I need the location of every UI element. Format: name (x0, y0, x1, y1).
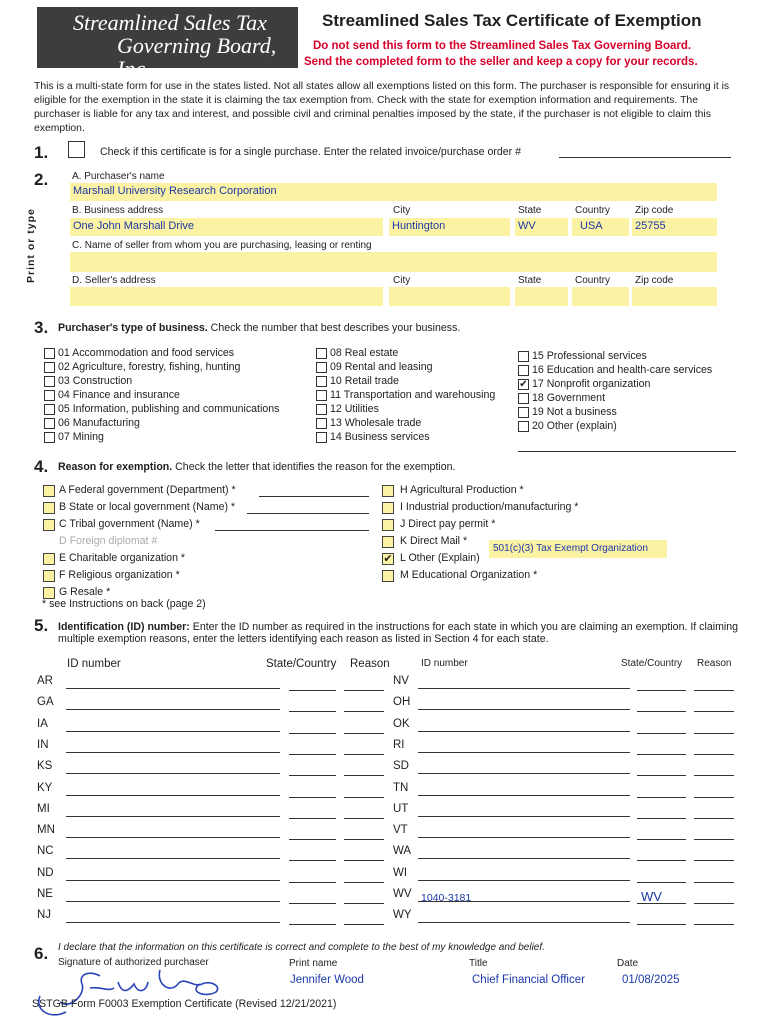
section-1-number: 1. (34, 143, 49, 162)
reason-label: M Educational Organization * (400, 569, 538, 581)
print-name-value[interactable]: Jennifer Wood (290, 974, 364, 986)
business-type-checkbox[interactable] (518, 365, 529, 376)
country-label: Country (575, 205, 611, 216)
business-type-label: 17 Nonprofit organization (532, 378, 651, 390)
business-type-label: 05 Information, publishing and communications (58, 403, 280, 415)
reason-line[interactable] (344, 882, 384, 883)
state-code-label: MI (37, 802, 50, 815)
business-type-checkbox[interactable] (316, 418, 327, 429)
state-country-line[interactable] (289, 818, 336, 819)
reason-line[interactable] (694, 882, 734, 883)
reason-label: I Industrial production/manufacturing * (400, 501, 579, 513)
state-country-line[interactable] (289, 733, 336, 734)
seller-city-field[interactable] (389, 287, 510, 306)
intro-paragraph: This is a multi-state form for use in the states listed. Not all states allow all exemptions listed on this form. The purchaser is responsible for ensuring it is eligible for the exemption in the state it is claiming the tax exemption from. Check with the state for exemption information and requirements. The purchaser is liable for any tax and interest, and possible civil and criminal penalties imposed by the state, if the purchaser is not eligible to claim this exemption. (34, 81, 730, 134)
business-type-checkbox[interactable] (518, 393, 529, 404)
other-explain-line[interactable] (518, 451, 736, 452)
id-number-line[interactable] (66, 901, 280, 902)
title-label: Title (469, 958, 488, 969)
business-country-field[interactable]: USA (572, 218, 629, 236)
business-type-checkbox[interactable] (518, 351, 529, 362)
business-type-label: 20 Other (explain) (532, 420, 617, 432)
business-type-label: 15 Professional services (532, 350, 647, 362)
title-value[interactable]: Chief Financial Officer (472, 974, 585, 986)
print-or-type-label: Print or type (25, 208, 37, 283)
page-title: Streamlined Sales Tax Certificate of Exemption (322, 11, 702, 30)
reason-checkbox[interactable] (43, 502, 55, 514)
instructions-note: * see Instructions on back (page 2) (42, 598, 206, 610)
footer-form-id: SSTGB Form F0003 Exemption Certificate (Revised 12/21/2021) (32, 998, 337, 1010)
state-code-label: WY (393, 909, 412, 922)
business-type-checkbox[interactable] (44, 348, 55, 359)
right-state-country-header: State/Country (621, 658, 683, 669)
business-type-checkbox[interactable] (316, 432, 327, 443)
state-code-label: NE (37, 888, 53, 900)
state-code-label: WV (393, 888, 412, 900)
state-code-label: IN (37, 738, 49, 751)
id-number-line[interactable] (66, 688, 280, 689)
city-label: City (393, 205, 411, 216)
left-id-header: ID number (67, 658, 121, 670)
state-country-line[interactable] (289, 775, 336, 776)
business-type-checkbox[interactable] (316, 390, 327, 401)
sstgb-logo: Streamlined Sales Tax Governing Board, Inc. (37, 7, 298, 68)
state-code-label: NV (393, 675, 409, 687)
business-address-field[interactable]: One John Marshall Drive (70, 218, 383, 236)
section-3-number: 3. (34, 318, 49, 337)
business-city-field[interactable]: Huntington (389, 218, 510, 236)
state-country-line[interactable] (289, 860, 336, 861)
state-country-line[interactable] (637, 882, 686, 883)
federal-dept-line[interactable] (259, 496, 369, 497)
wv-id-number-value[interactable]: 1040-3181 (421, 892, 472, 904)
state-country-line[interactable] (289, 903, 336, 904)
other-explain-field[interactable]: 501(c)(3) Tax Exempt Organization (489, 540, 667, 558)
section-5-number: 5. (34, 616, 49, 635)
reason-line[interactable] (344, 711, 384, 712)
business-type-checkbox[interactable] (44, 432, 55, 443)
state-code-label: WI (393, 866, 408, 879)
id-number-line[interactable] (418, 795, 630, 796)
business-type-checkbox[interactable] (44, 390, 55, 401)
reason-line[interactable] (344, 690, 384, 691)
state-country-line[interactable] (637, 839, 686, 840)
reason-line[interactable] (694, 797, 734, 798)
seller-zip-label: Zip code (635, 275, 674, 286)
reason-label: C Tribal government (Name) * (59, 518, 200, 530)
state-code-label: OH (393, 696, 411, 709)
single-purchase-label: Check if this certificate is for a single purchase. Enter the related invoice/purchase order # (100, 146, 522, 158)
id-number-line[interactable] (418, 709, 630, 710)
reason-line[interactable] (694, 860, 734, 861)
reason-line[interactable] (694, 924, 734, 925)
business-address-label: B. Business address (72, 205, 164, 216)
section-5-heading: Identification (ID) number: Enter the ID number as required in the instructions for each state in which you are claiming an exemption. If claiming multiple exemption reasons, enter the letters identifying each reason as listed in Section 4 for each state. (58, 621, 739, 645)
id-number-line[interactable] (66, 816, 280, 817)
business-type-label: 11 Transportation and warehousing (330, 389, 496, 401)
id-number-line[interactable] (418, 773, 630, 774)
business-type-checkbox[interactable] (316, 404, 327, 415)
state-code-label: WA (393, 845, 412, 858)
reason-line[interactable] (694, 775, 734, 776)
state-code-label: GA (37, 696, 54, 709)
business-type-label: 18 Government (532, 392, 606, 404)
seller-country-label: Country (575, 275, 611, 286)
state-code-label: RI (393, 738, 405, 751)
business-type-label: 07 Mining (58, 431, 104, 443)
seller-zip-field[interactable] (632, 287, 717, 306)
reason-label: L Other (Explain) (400, 552, 480, 564)
state-code-label: MN (37, 824, 55, 837)
section-2-number: 2. (34, 170, 49, 189)
state-country-line[interactable] (289, 711, 336, 712)
zip-label: Zip code (635, 205, 674, 216)
reason-line[interactable] (344, 903, 384, 904)
business-type-label: 01 Accommodation and food services (58, 347, 235, 359)
reason-label: A Federal government (Department) * (59, 484, 236, 496)
business-type-checkbox[interactable] (44, 404, 55, 415)
business-type-label: 10 Retail trade (330, 375, 399, 387)
id-number-line[interactable] (66, 795, 280, 796)
state-code-label: NJ (37, 909, 52, 922)
left-state-country-header: State/Country (266, 658, 337, 670)
state-code-label: ND (37, 866, 54, 879)
business-zip-field[interactable]: 25755 (632, 218, 717, 236)
section-6-number: 6. (34, 944, 49, 963)
tribal-name-line[interactable] (215, 530, 369, 531)
id-number-line[interactable] (66, 922, 280, 923)
state-country-line[interactable] (637, 775, 686, 776)
state-code-label: OK (393, 717, 410, 730)
section-4-number: 4. (34, 457, 49, 476)
state-label: State (518, 205, 542, 216)
id-number-line[interactable] (418, 816, 630, 817)
reason-checkbox[interactable] (382, 536, 394, 548)
invoice-number-field[interactable] (559, 157, 731, 158)
signature-image[interactable] (30, 962, 240, 1020)
reason-checkbox[interactable] (43, 485, 55, 497)
wv-state-country-value[interactable]: WV (641, 889, 662, 904)
state-code-label: KY (37, 781, 53, 794)
business-type-checkbox[interactable] (316, 376, 327, 387)
business-type-checkbox[interactable] (518, 421, 529, 432)
business-type-checkbox[interactable] (44, 376, 55, 387)
business-type-checkbox[interactable] (44, 362, 55, 373)
id-number-line[interactable] (66, 858, 280, 859)
state-country-line[interactable] (637, 733, 686, 734)
id-number-line[interactable] (418, 731, 630, 732)
id-number-line[interactable] (66, 837, 280, 838)
reason-line[interactable] (694, 839, 734, 840)
print-name-label: Print name (289, 958, 338, 969)
state-local-name-line[interactable] (247, 513, 369, 514)
reason-checkbox[interactable] (382, 502, 394, 514)
state-country-line[interactable] (289, 690, 336, 691)
business-type-label: 14 Business services (330, 431, 430, 443)
reason-label: E Charitable organization * (59, 552, 186, 564)
reason-label: B State or local government (Name) * (59, 501, 236, 513)
purchaser-name-label: A. Purchaser's name (72, 171, 165, 182)
business-type-label: 13 Wholesale trade (330, 417, 422, 429)
id-number-line[interactable] (66, 731, 280, 732)
reason-label: H Agricultural Production * (400, 484, 524, 496)
reason-checkbox[interactable] (382, 519, 394, 531)
reason-line[interactable] (694, 818, 734, 819)
seller-country-field[interactable] (572, 287, 629, 306)
left-reason-header: Reason (350, 658, 390, 670)
business-type-label: 08 Real estate (330, 347, 399, 359)
business-type-label: 16 Education and health-care services (532, 364, 713, 376)
seller-state-field[interactable] (515, 287, 568, 306)
reason-line[interactable] (344, 924, 384, 925)
id-number-line[interactable] (418, 752, 630, 753)
business-type-checkbox[interactable]: ✔ (519, 379, 528, 390)
right-reason-header: Reason (697, 658, 732, 669)
business-type-label: 04 Finance and insurance (58, 389, 180, 401)
seller-city-label: City (393, 275, 411, 286)
business-type-label: 02 Agriculture, forestry, fishing, hunting (58, 361, 241, 373)
state-country-line[interactable] (637, 924, 686, 925)
reason-line[interactable] (344, 733, 384, 734)
business-state-field[interactable]: WV (515, 218, 568, 236)
reason-line[interactable] (344, 775, 384, 776)
reason-line[interactable] (344, 818, 384, 819)
state-code-label: SD (393, 760, 409, 773)
business-type-label: 12 Utilities (330, 403, 379, 415)
reason-label: J Direct pay permit * (400, 518, 496, 530)
business-type-label: 03 Construction (58, 375, 133, 387)
reason-checkbox[interactable] (43, 553, 55, 565)
state-code-label: IA (37, 717, 48, 730)
state-code-label: VT (393, 824, 408, 837)
business-type-checkbox[interactable] (316, 348, 327, 359)
reason-line[interactable] (694, 754, 734, 755)
state-country-line[interactable] (289, 882, 336, 883)
state-country-line[interactable] (637, 690, 686, 691)
reason-label: F Religious organization * (59, 569, 180, 581)
state-code-label: NC (37, 845, 54, 858)
reason-line[interactable] (694, 903, 734, 904)
seller-address-field[interactable] (70, 287, 383, 306)
reason-line[interactable] (694, 733, 734, 734)
signature-label: Signature of authorized purchaser (58, 957, 209, 968)
state-country-line[interactable] (637, 818, 686, 819)
state-country-line[interactable] (637, 860, 686, 861)
id-number-line[interactable] (66, 773, 280, 774)
reason-checkbox[interactable] (43, 570, 55, 582)
id-number-line[interactable] (66, 752, 280, 753)
reason-label: D Foreign diplomat # (59, 535, 158, 547)
state-country-line[interactable] (637, 754, 686, 755)
seller-name-field[interactable] (70, 252, 717, 272)
state-country-line[interactable] (289, 754, 336, 755)
business-type-label: 09 Rental and leasing (330, 361, 433, 373)
id-number-line[interactable] (66, 709, 280, 710)
reason-checkbox[interactable]: ✔ (383, 553, 393, 565)
reason-label: G Resale * (59, 586, 111, 598)
business-type-label: 06 Manufacturing (58, 417, 140, 429)
state-country-line[interactable] (289, 839, 336, 840)
warning-line-1: Do not send this form to the Streamlined Sales Tax Governing Board. (313, 40, 692, 52)
reason-checkbox[interactable] (43, 519, 55, 531)
business-type-checkbox[interactable] (316, 362, 327, 373)
warning-line-2: Send the completed form to the seller and keep a copy for your records. (304, 56, 698, 68)
business-type-checkbox[interactable] (518, 407, 529, 418)
single-purchase-checkbox[interactable] (68, 141, 85, 158)
business-type-checkbox[interactable] (44, 418, 55, 429)
reason-line[interactable] (344, 797, 384, 798)
seller-name-label: C. Name of seller from whom you are purchasing, leasing or renting (72, 240, 372, 251)
state-country-line[interactable] (289, 924, 336, 925)
date-label: Date (617, 958, 639, 969)
state-code-label: KS (37, 760, 53, 773)
date-value[interactable]: 01/08/2025 (622, 974, 680, 986)
state-country-line[interactable] (637, 797, 686, 798)
id-number-line[interactable] (418, 688, 630, 689)
reason-line[interactable] (694, 711, 734, 712)
seller-address-label: D. Seller's address (72, 275, 156, 286)
reason-line[interactable] (344, 754, 384, 755)
state-country-line[interactable] (637, 711, 686, 712)
reason-checkbox[interactable] (382, 485, 394, 497)
id-number-line[interactable] (418, 880, 630, 881)
seller-state-label: State (518, 275, 542, 286)
id-number-line[interactable] (66, 880, 280, 881)
reason-checkbox[interactable] (382, 570, 394, 582)
purchaser-name-field[interactable]: Marshall University Research Corporation (70, 183, 717, 201)
id-number-line[interactable] (418, 858, 630, 859)
section-3-heading: Purchaser's type of business. Check the number that best describes your business. (58, 322, 461, 334)
reason-line[interactable] (344, 860, 384, 861)
id-number-line[interactable] (418, 837, 630, 838)
reason-label: K Direct Mail * (400, 535, 468, 547)
state-country-line[interactable] (289, 797, 336, 798)
state-code-label: TN (393, 781, 409, 794)
business-type-label: 19 Not a business (532, 406, 617, 418)
state-code-label: UT (393, 802, 409, 815)
state-code-label: AR (37, 675, 53, 687)
right-id-header: ID number (421, 658, 468, 669)
declaration-text: I declare that the information on this certificate is correct and complete to the best of my knowledge and belief. (58, 942, 545, 953)
id-number-line[interactable] (418, 922, 630, 923)
reason-line[interactable] (344, 839, 384, 840)
reason-line[interactable] (694, 690, 734, 691)
section-4-heading: Reason for exemption. Check the letter that identifies the reason for the exemption. (58, 461, 456, 473)
